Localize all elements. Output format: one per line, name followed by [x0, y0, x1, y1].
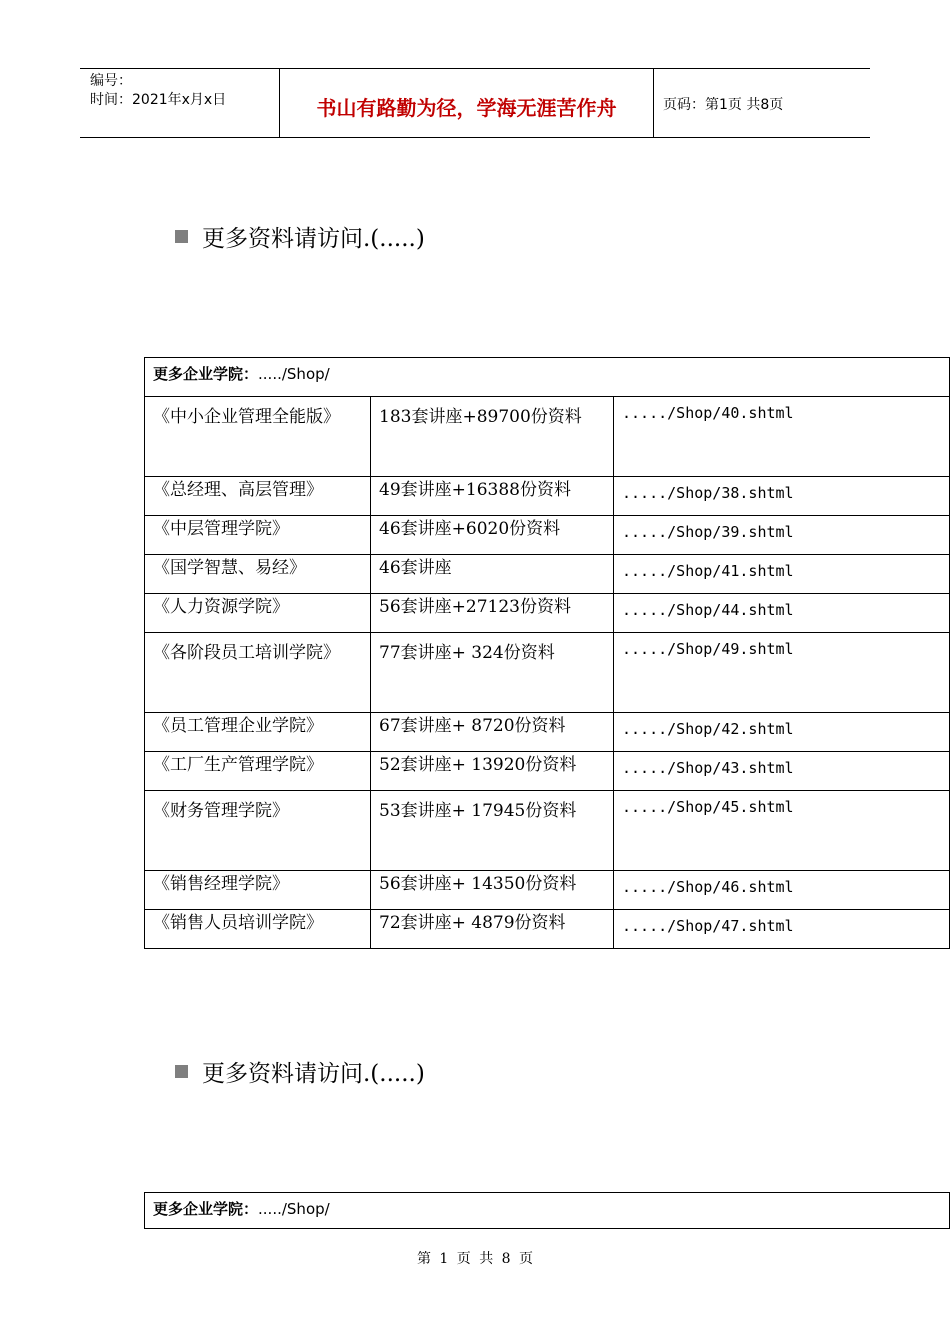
academy-link[interactable]: ...../Shop/46.shtml: [614, 871, 950, 910]
bullet-text[interactable]: 更多资料请访问.(.....): [202, 226, 425, 252]
academy-desc: 49套讲座+16388份资料: [371, 477, 614, 516]
table-row: [145, 516, 950, 555]
academy-name: 《中层管理学院》: [145, 516, 371, 555]
academy-link[interactable]: ...../Shop/41.shtml: [614, 555, 950, 594]
table-header-row: [145, 358, 950, 397]
academy-name: 《工厂生产管理学院》: [145, 752, 371, 791]
academy-link[interactable]: ...../Shop/44.shtml: [614, 594, 950, 633]
document-header: [80, 68, 870, 138]
academy-desc: 72套讲座+ 4879份资料: [371, 910, 614, 949]
academy-link[interactable]: ...../Shop/42.shtml: [614, 713, 950, 752]
academy-desc: 56套讲座+ 14350份资料: [371, 871, 614, 910]
academy-link[interactable]: ...../Shop/40.shtml: [614, 397, 950, 477]
academy-name: 《销售人员培训学院》: [145, 910, 371, 949]
academy-name: 《各阶段员工培训学院》: [145, 633, 371, 713]
academy-link[interactable]: ...../Shop/45.shtml: [614, 791, 950, 871]
academy-link[interactable]: ...../Shop/38.shtml: [614, 477, 950, 516]
academy-desc: 183套讲座+89700份资料: [371, 397, 614, 477]
table-row: [145, 397, 950, 477]
table-row: [145, 633, 950, 713]
date-label: 时间：2021年x月x日: [90, 92, 227, 108]
academy-name: 《销售经理学院》: [145, 871, 371, 910]
academy-desc: 67套讲座+ 8720份资料: [371, 713, 614, 752]
academy-desc: 56套讲座+27123份资料: [371, 594, 614, 633]
academy-name: 《中小企业管理全能版》: [145, 397, 371, 477]
table-row: [145, 910, 950, 949]
code-label: 编号：: [90, 73, 132, 89]
academy-name: 《总经理、高层管理》: [145, 477, 371, 516]
academy-link[interactable]: ...../Shop/43.shtml: [614, 752, 950, 791]
academy-link[interactable]: ...../Shop/39.shtml: [614, 516, 950, 555]
academy-link[interactable]: ...../Shop/47.shtml: [614, 910, 950, 949]
bullet-text[interactable]: 更多资料请访问.(.....): [202, 1061, 425, 1087]
academy-desc: 46套讲座+6020份资料: [371, 516, 614, 555]
header-meta: [80, 69, 280, 137]
table-header-url[interactable]: ...../Shop/: [258, 365, 330, 383]
table-row: [145, 477, 950, 516]
table-row: [145, 871, 950, 910]
academy-name: 《人力资源学院》: [145, 594, 371, 633]
header-motto: 书山有路勤为径，学海无涯苦作舟: [280, 69, 654, 137]
table-header-label: 更多企业学院：: [153, 365, 259, 383]
table-row: [145, 791, 950, 871]
square-bullet-icon: [175, 1065, 188, 1078]
academy-table-1: [144, 357, 950, 949]
academy-desc: 77套讲座+ 324份资料: [371, 633, 614, 713]
table-header-url[interactable]: ...../Shop/: [258, 1200, 330, 1218]
square-bullet-icon: [175, 230, 188, 243]
table-row: [145, 594, 950, 633]
table-row: [145, 752, 950, 791]
academy-link[interactable]: ...../Shop/49.shtml: [614, 633, 950, 713]
bullet-visit-2: [175, 1055, 425, 1088]
table-header-cell: [145, 1193, 950, 1229]
academy-desc: 53套讲座+ 17945份资料: [371, 791, 614, 871]
table-header-row: [145, 1193, 950, 1229]
table-header-cell: [145, 358, 950, 397]
academy-name: 《财务管理学院》: [145, 791, 371, 871]
academy-name: 《员工管理企业学院》: [145, 713, 371, 752]
page-footer: 第 1 页 共 8 页: [416, 1251, 534, 1267]
table-row: [145, 555, 950, 594]
academy-name: 《国学智慧、易经》: [145, 555, 371, 594]
bullet-visit-1: [175, 220, 425, 253]
academy-desc: 46套讲座: [371, 555, 614, 594]
academy-desc: 52套讲座+ 13920份资料: [371, 752, 614, 791]
table-row: [145, 713, 950, 752]
academy-table-2: [144, 1192, 950, 1229]
table-header-label: 更多企业学院：: [153, 1200, 259, 1218]
header-page-info: 页码：第1页 共8页: [663, 97, 784, 113]
